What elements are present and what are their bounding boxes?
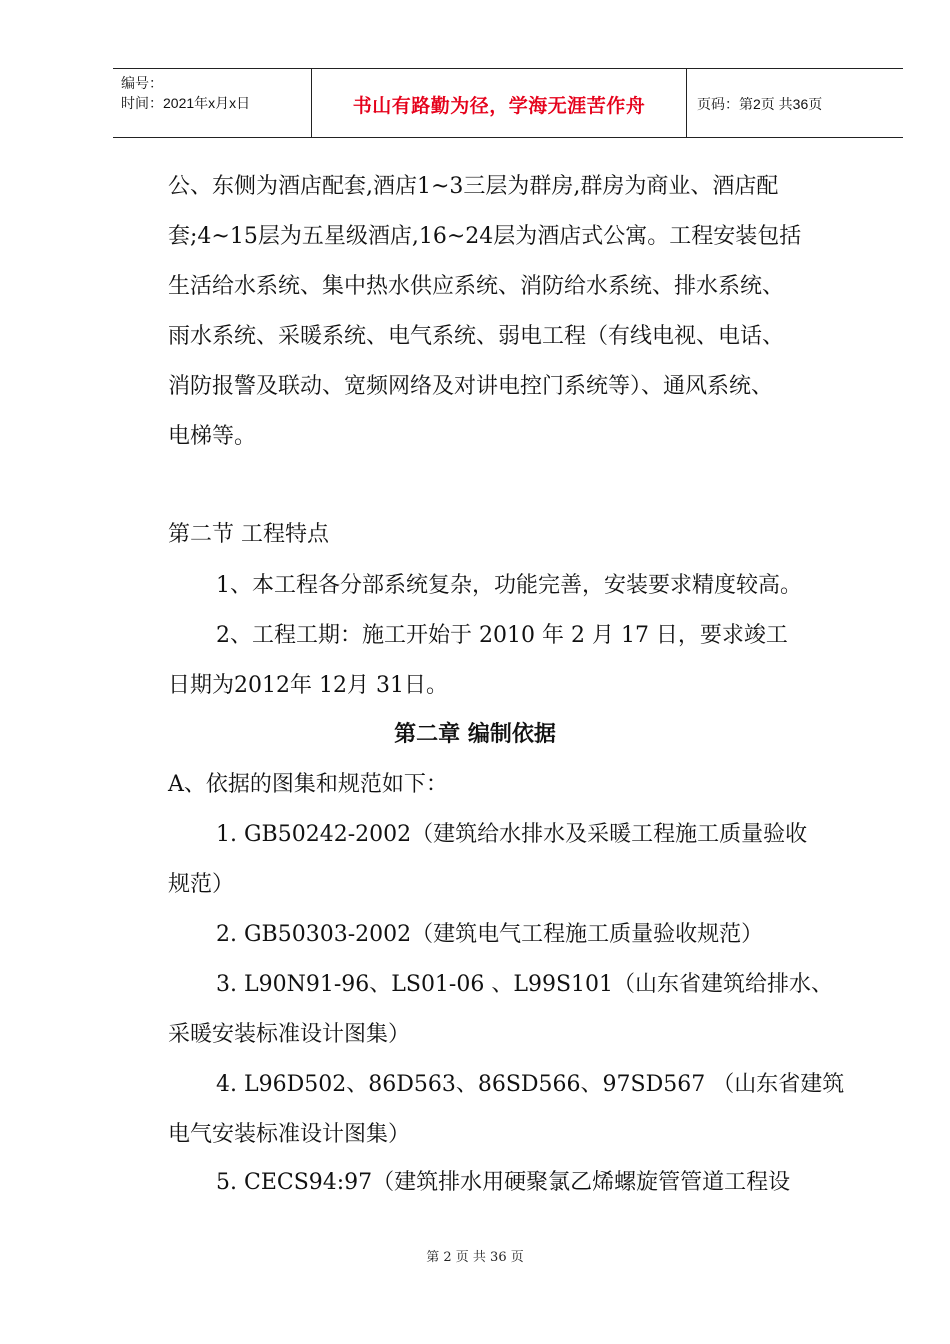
feature-item-2-line-2: 日期为2012年 12月 31日。 xyxy=(168,673,448,698)
reference-item-3-line-2: 采暖安装标准设计图集） xyxy=(168,1022,411,1047)
body-line: 雨水系统、采暖系统、电气系统、弱电工程（有线电视、电话、 xyxy=(168,324,785,349)
body-line: 消防报警及联动、宽频网络及对讲电控门系统等）、通风系统、 xyxy=(168,374,774,399)
header-center-cell xyxy=(312,69,687,137)
reference-item-5-line-1: 5. CECS94:97（建筑排水用硬聚氯乙烯螺旋管管道工程设 xyxy=(216,1170,791,1195)
reference-item-4-line-1: 4. L96D502、86D563、86SD566、97SD567 （山东省建筑 xyxy=(216,1072,845,1097)
section-title: 第二节 工程特点 xyxy=(168,522,329,547)
body-line: 公、东侧为酒店配套,酒店1~3三层为群房,群房为商业、酒店配 xyxy=(168,174,779,199)
feature-item-2-line-1: 2、工程工期：施工开始于 2010 年 2 月 17 日，要求竣工 xyxy=(216,623,788,648)
body-line: 电梯等。 xyxy=(168,424,257,449)
body-line: 生活给水系统、集中热水供应系统、消防给水系统、排水系统、 xyxy=(168,274,785,299)
document-number-label: 编号： xyxy=(121,75,163,91)
reference-item-1-line-1: 1. GB50242-2002（建筑给水排水及采暖工程施工质量验收 xyxy=(216,822,808,847)
document-time-label: 时间：2021年x月x日 xyxy=(121,95,251,111)
reference-item-4-line-2: 电气安装标准设计图集） xyxy=(168,1122,411,1147)
basis-intro: A、依据的图集和规范如下： xyxy=(168,772,448,797)
chapter-title: 第二章 编制依据 xyxy=(394,722,556,747)
reference-item-3-line-1: 3. L90N91-96、LS01-06 、L99S101（山东省建筑给排水、 xyxy=(216,972,834,997)
page-footer: 第 2 页 共 36 页 xyxy=(426,1250,524,1265)
feature-item-1: 1、本工程各分部系统复杂，功能完善，安装要求精度较高。 xyxy=(216,573,802,598)
reference-item-2-line-1: 2. GB50303-2002（建筑电气工程施工质量验收规范） xyxy=(216,922,764,947)
reference-item-1-line-2: 规范） xyxy=(168,872,235,897)
header-page-label: 页码：第2页 共36页 xyxy=(697,96,823,112)
header-left-cell xyxy=(113,69,312,137)
page-header xyxy=(113,68,903,138)
body-line: 套;4~15层为五星级酒店,16~24层为酒店式公寓。工程安装包括 xyxy=(168,224,802,249)
header-motto: 书山有路勤为径，学海无涯苦作舟 xyxy=(352,95,646,117)
header-right-cell xyxy=(687,69,903,137)
